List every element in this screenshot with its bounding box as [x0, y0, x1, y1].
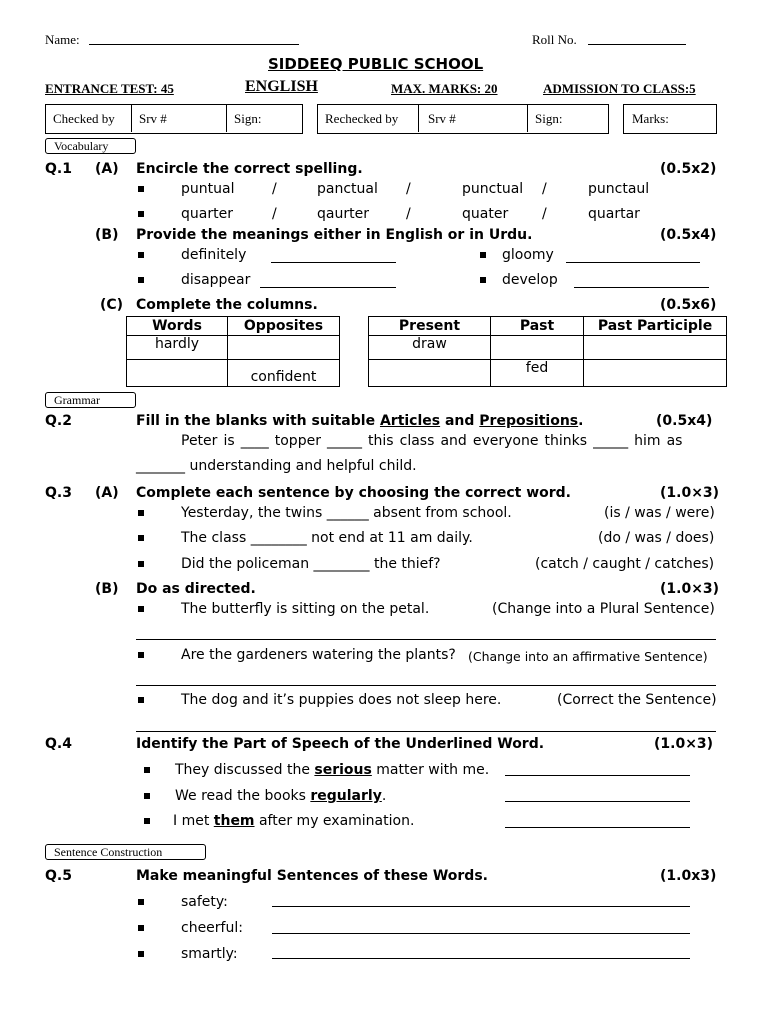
bullet: [144, 793, 150, 799]
q1a-label: (A): [95, 161, 119, 177]
q1c-instruction: Complete the columns.: [136, 297, 318, 313]
spelling-option[interactable]: quarter: [181, 206, 233, 222]
answer-line[interactable]: [566, 262, 700, 263]
text: They discussed the: [175, 762, 315, 778]
q3b-direction: (Correct the Sentence): [557, 692, 717, 708]
answer-line[interactable]: [505, 801, 690, 802]
q1c-marks: (0.5x6): [660, 297, 717, 313]
q4-sentence: [175, 788, 386, 804]
q3b-sentence: The dog and it’s puppies does not sleep here.: [181, 692, 502, 708]
subject-title: ENGLISH: [245, 78, 318, 95]
table-header: Present: [369, 317, 491, 336]
bullet: [138, 925, 144, 931]
table-cell: confident: [228, 360, 340, 387]
separator: /: [272, 206, 277, 222]
bullet: [138, 252, 144, 258]
separator: /: [406, 206, 411, 222]
table-cell-input[interactable]: [584, 360, 727, 387]
q5-word: smartly:: [181, 946, 238, 962]
divider: [418, 104, 419, 132]
separator: /: [542, 181, 547, 197]
rechecked-by-label: Rechecked by: [325, 111, 399, 126]
meaning-word: gloomy: [502, 247, 554, 263]
q1c-label: (C): [100, 297, 124, 313]
q3a-sentence: Yesterday, the twins ______ absent from school.: [181, 505, 512, 521]
q4-marks: (1.0×3): [654, 736, 714, 752]
q5-word: safety:: [181, 894, 228, 910]
q3-number: Q.3: [45, 485, 72, 501]
bullet: [138, 697, 144, 703]
q3b-label: (B): [95, 581, 119, 597]
period: .: [578, 413, 584, 429]
table-header: Words: [127, 317, 228, 336]
srv-label-2[interactable]: Srv #: [428, 111, 456, 126]
q3a-marks: (1.0×3): [660, 485, 720, 501]
q3a-options: (catch / caught / catches): [535, 556, 715, 572]
q3a-sentence: Did the policeman ________ the thief?: [181, 556, 441, 572]
table-header: Past Participle: [584, 317, 727, 336]
bullet: [144, 767, 150, 773]
roll-field[interactable]: [588, 44, 686, 45]
answer-line[interactable]: [136, 731, 716, 732]
marks-label: Marks:: [632, 111, 669, 126]
answer-line[interactable]: [271, 262, 396, 263]
and-word: and: [440, 413, 480, 429]
table-cell: fed: [491, 360, 584, 387]
roll-label: Roll No.: [532, 32, 577, 47]
bullet: [138, 951, 144, 957]
table-header: Opposites: [228, 317, 340, 336]
table-cell-input[interactable]: [369, 360, 491, 387]
q3a-label: (A): [95, 485, 119, 501]
answer-line[interactable]: [272, 906, 690, 907]
answer-line[interactable]: [272, 933, 690, 934]
q4-instruction: Identify the Part of Speech of the Underlined Word.: [136, 736, 545, 752]
bullet: [138, 652, 144, 658]
spelling-option[interactable]: punctual: [462, 181, 524, 197]
text: after my examination.: [254, 813, 415, 829]
max-marks: MAX. MARKS: 20: [391, 81, 498, 96]
underlined-word: serious: [314, 762, 372, 778]
spelling-option[interactable]: quartar: [588, 206, 640, 222]
q2-text: Fill in the blanks with suitable: [136, 413, 380, 429]
admission-class: ADMISSION TO CLASS:5: [543, 81, 696, 96]
separator: /: [272, 181, 277, 197]
verb-forms-table: [368, 316, 727, 387]
meaning-word: definitely: [181, 247, 247, 263]
table-cell-input[interactable]: [584, 336, 727, 360]
articles-word: Articles: [379, 413, 441, 429]
q3b-sentence: The butterfly is sitting on the petal.: [181, 601, 430, 617]
q3b-instruction: Do as directed.: [136, 581, 256, 597]
text: We read the books: [175, 788, 311, 804]
checked-by-label: Checked by: [53, 111, 115, 126]
divider: [527, 104, 528, 132]
table-cell: hardly: [127, 336, 228, 360]
answer-line[interactable]: [260, 287, 396, 288]
q1a-instruction: Encircle the correct spelling.: [136, 161, 363, 177]
bullet: [138, 277, 144, 283]
text: I met: [173, 813, 214, 829]
q1b-marks: (0.5x4): [660, 227, 717, 243]
table-cell: draw: [369, 336, 491, 360]
q2-passage-line2: _______ understanding and helpful child.: [136, 458, 417, 474]
spelling-option[interactable]: qaurter: [317, 206, 369, 222]
spelling-option[interactable]: puntual: [181, 181, 235, 197]
q3a-options: (do / was / does): [598, 530, 715, 546]
section-sentence-construction: Sentence Construction: [45, 844, 206, 860]
answer-line[interactable]: [136, 685, 716, 686]
sign-label[interactable]: Sign:: [234, 111, 262, 126]
q5-word: cheerful:: [181, 920, 243, 936]
answer-line[interactable]: [505, 827, 690, 828]
table-cell-input[interactable]: [228, 336, 340, 360]
bullet: [138, 899, 144, 905]
bullet: [138, 606, 144, 612]
q3b-marks: (1.0×3): [660, 581, 720, 597]
spelling-option[interactable]: punctaul: [588, 181, 650, 197]
sign-label-2[interactable]: Sign:: [535, 111, 563, 126]
q3b-direction: (Change into a Plural Sentence): [492, 601, 715, 617]
spelling-option[interactable]: panctual: [317, 181, 378, 197]
bullet: [138, 211, 144, 217]
meaning-word: develop: [502, 272, 558, 288]
answer-line[interactable]: [136, 639, 716, 640]
text: matter with me.: [371, 762, 490, 778]
opposites-table: [126, 316, 340, 387]
bullet: [138, 535, 144, 541]
name-field[interactable]: [89, 44, 299, 45]
section-vocabulary: Vocabulary: [45, 138, 136, 154]
table-cell-input[interactable]: [127, 360, 228, 387]
prepositions-word: Prepositions: [479, 413, 579, 429]
q2-marks: (0.5x4): [656, 413, 713, 429]
bullet: [480, 277, 486, 283]
answer-line[interactable]: [272, 958, 690, 959]
answer-line[interactable]: [505, 775, 690, 776]
bullet: [138, 186, 144, 192]
underlined-word: them: [213, 813, 255, 829]
separator: /: [406, 181, 411, 197]
divider: [131, 104, 132, 132]
table-header: Past: [491, 317, 584, 336]
bullet: [480, 252, 486, 258]
q3b-sentence: Are the gardeners watering the plants?: [181, 647, 456, 663]
q1a-marks: (0.5x2): [660, 161, 717, 177]
q3a-instruction: Complete each sentence by choosing the correct word.: [136, 485, 571, 501]
meaning-word: disappear: [181, 272, 251, 288]
answer-line[interactable]: [574, 287, 709, 288]
spelling-option[interactable]: quater: [462, 206, 509, 222]
q5-number: Q.5: [45, 868, 72, 884]
q2-number: Q.2: [45, 413, 72, 429]
entrance-test: ENTRANCE TEST: 45: [45, 81, 174, 96]
q3b-direction: (Change into an affirmative Sentence): [468, 649, 708, 664]
q1b-instruction: Provide the meanings either in English or in Urdu.: [136, 227, 533, 243]
q4-number: Q.4: [45, 736, 72, 752]
bullet: [144, 818, 150, 824]
table-cell-input[interactable]: [491, 336, 584, 360]
text: .: [381, 788, 387, 804]
name-label: Name:: [45, 32, 80, 47]
q5-marks: (1.0x3): [660, 868, 717, 884]
q1-number: Q.1: [45, 161, 72, 177]
q2-instruction: [136, 413, 583, 429]
q3a-sentence: The class ________ not end at 11 am daily.: [181, 530, 473, 546]
q1b-label: (B): [95, 227, 119, 243]
srv-label[interactable]: Srv #: [139, 111, 167, 126]
separator: /: [542, 206, 547, 222]
q2-passage-line1: Peter is ____ topper _____ this class and everyone thinks _____ him as: [181, 433, 683, 449]
divider: [226, 104, 227, 132]
q3a-options: (is / was / were): [604, 505, 715, 521]
bullet: [138, 510, 144, 516]
school-title: SIDDEEQ PUBLIC SCHOOL: [268, 55, 484, 73]
q4-sentence: [175, 762, 489, 778]
q4-sentence: [173, 813, 414, 829]
bullet: [138, 561, 144, 567]
underlined-word: regularly: [310, 788, 382, 804]
q5-instruction: Make meaningful Sentences of these Words.: [136, 868, 488, 884]
section-grammar: Grammar: [45, 392, 136, 408]
